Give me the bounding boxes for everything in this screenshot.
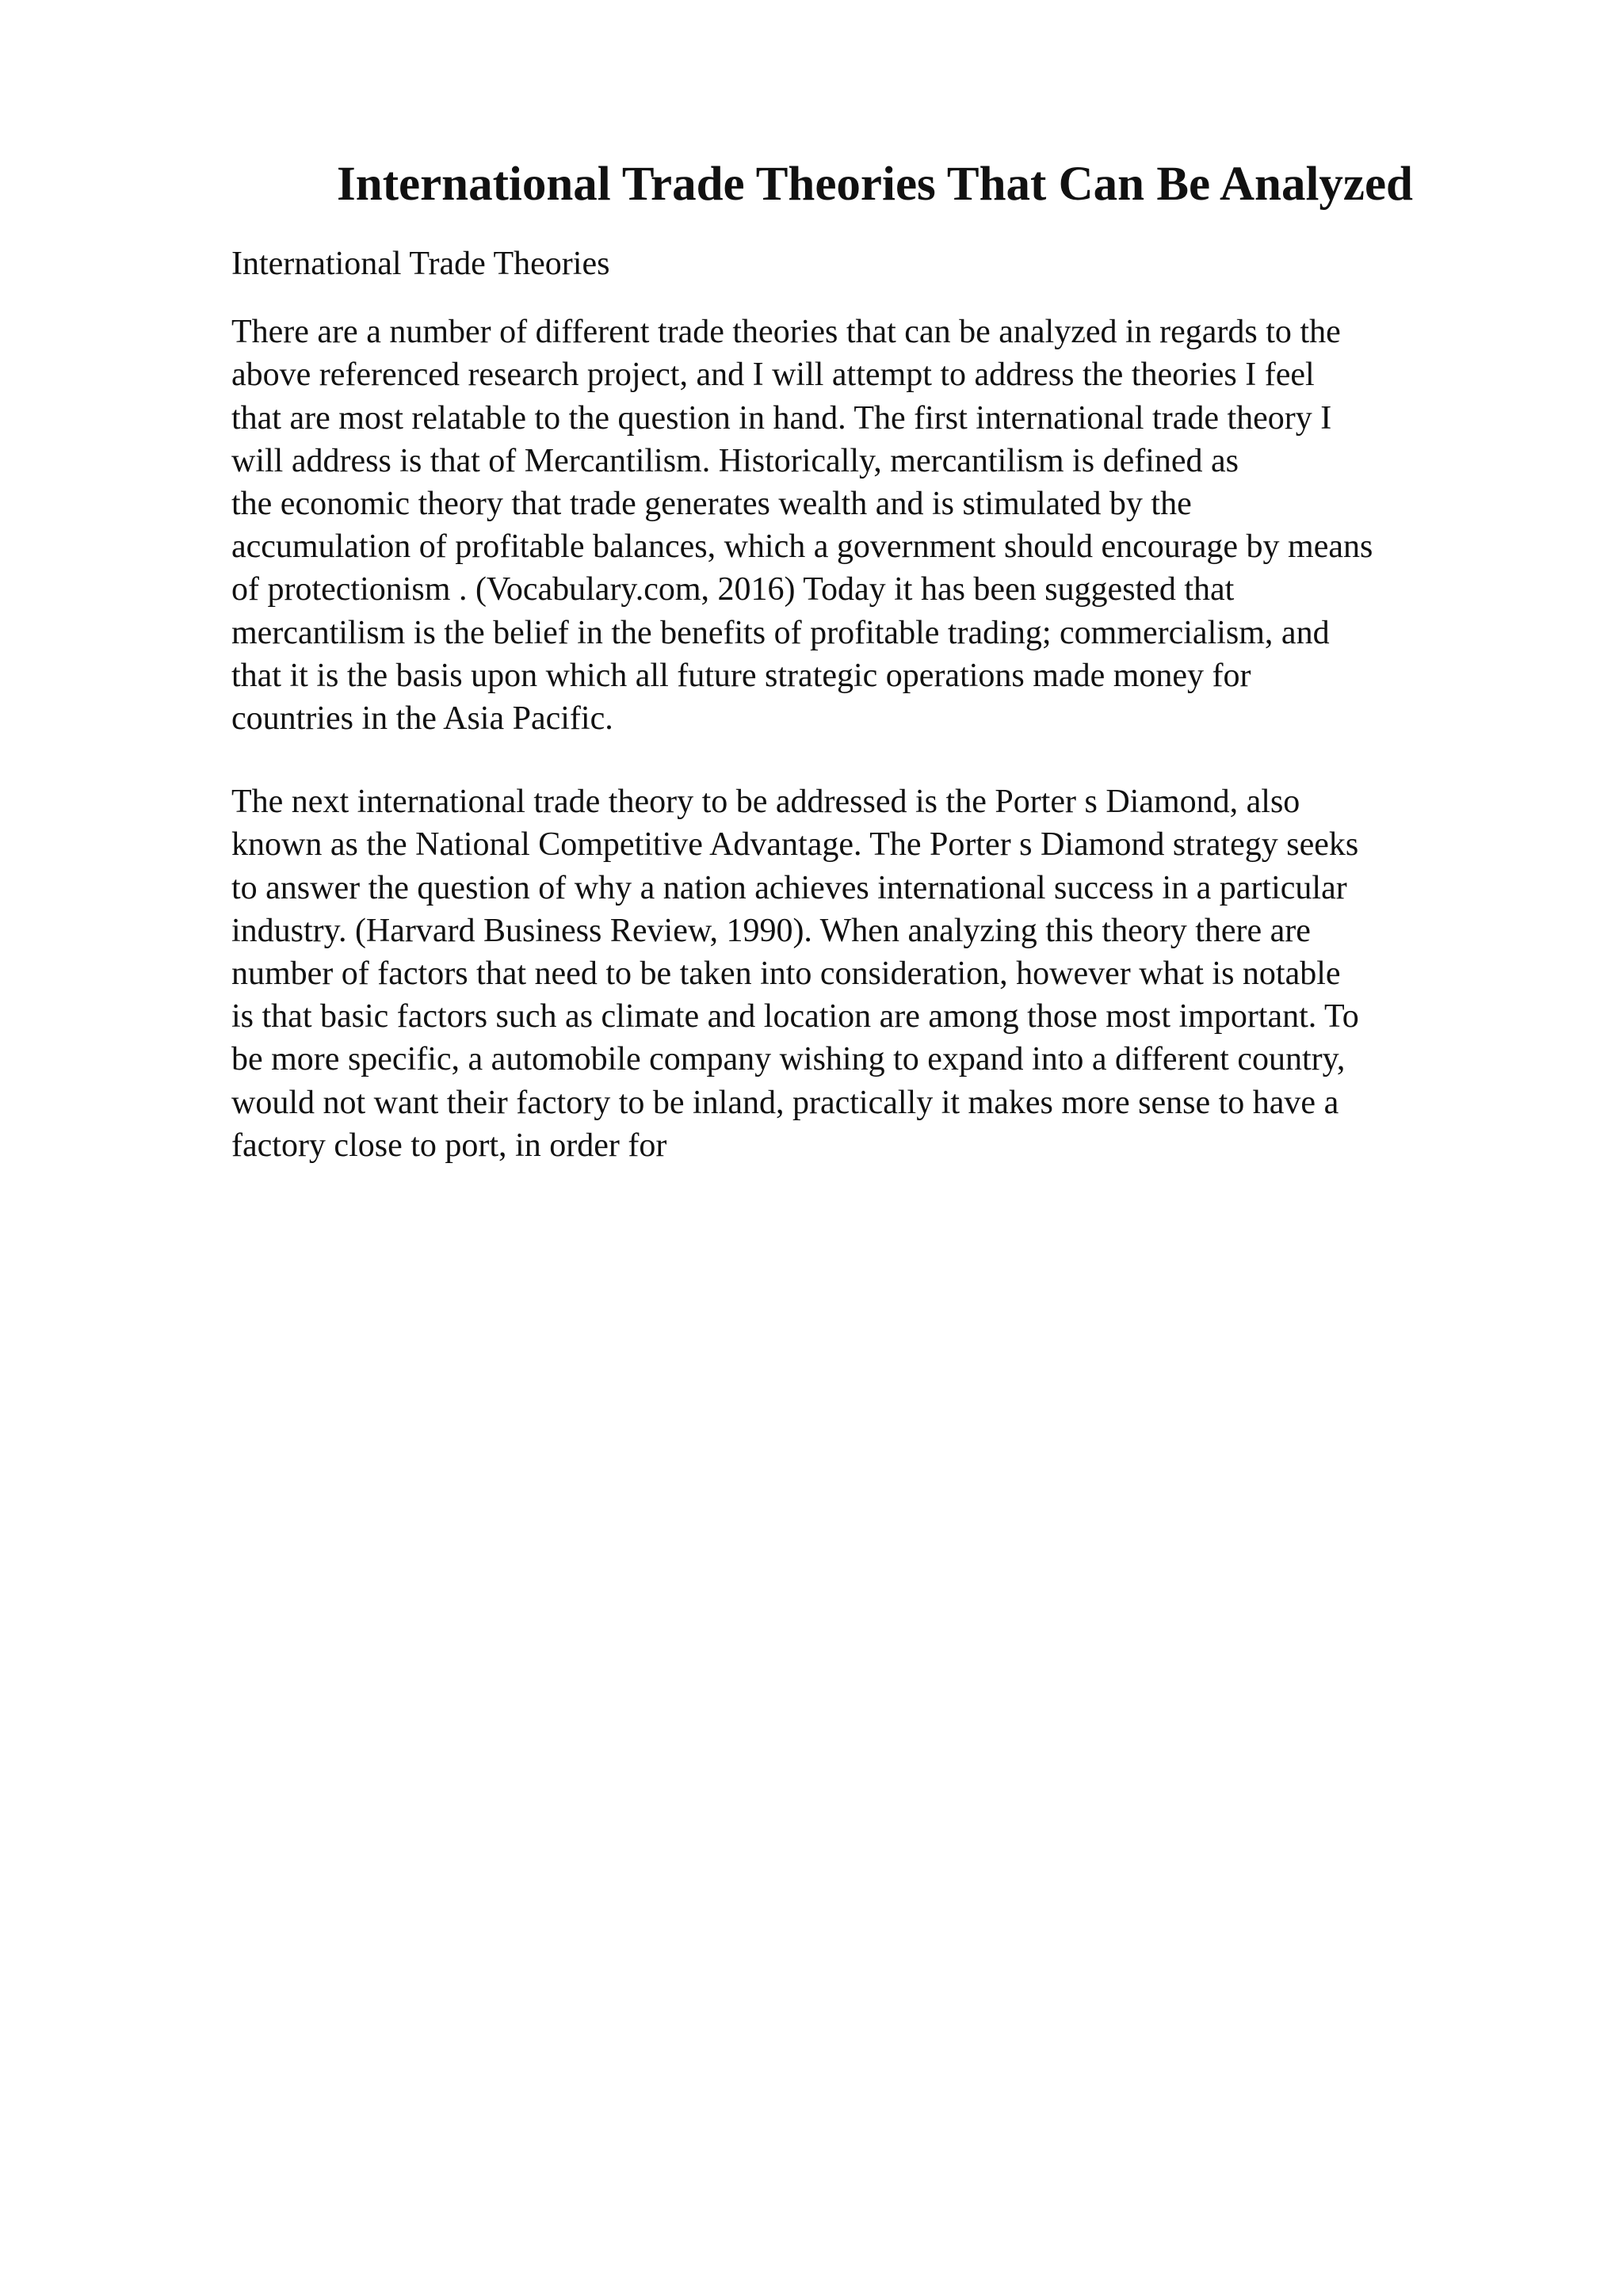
paragraph-line: be more specific, a automobile company wishing to expand into a different country, <box>231 1041 1346 1078</box>
paragraph-line: mercantilism is the belief in the benefits of profitable trading; commercialism, and <box>231 614 1330 651</box>
paragraph-line: industry. (Harvard Business Review, 1990). When analyzing this theory there are <box>231 912 1311 949</box>
paragraph-line: of protectionism . (Vocabulary.com, 2016) Today it has been suggested that <box>231 571 1235 608</box>
paragraph-porters-diamond <box>231 780 1507 1167</box>
paragraph-line: would not want their factory to be inland, practically it makes more sense to have a <box>231 1084 1339 1121</box>
paragraph-line: will address is that of Mercantilism. Historically, mercantilism is defined as <box>231 442 1239 479</box>
paragraph-line: The next international trade theory to be addressed is the Porter s Diamond, also <box>231 784 1300 821</box>
document-body <box>231 242 1507 1207</box>
paragraph-line: to answer the question of why a nation achieves international success in a particular <box>231 869 1347 906</box>
paragraph-line: above referenced research project, and I will attempt to address the theories I feel <box>231 357 1315 394</box>
paragraph-line: countries in the Asia Pacific. <box>231 700 613 738</box>
paragraph-line: known as the National Competitive Advantage. The Porter s Diamond strategy seeks <box>231 826 1359 864</box>
paragraph-line: There are a number of different trade theories that can be analyzed in regards to the <box>231 314 1341 351</box>
paragraph-line: accumulation of profitable balances, which a government should encourage by means <box>231 528 1373 566</box>
paragraph-line: number of factors that need to be taken into consideration, however what is notable <box>231 955 1341 993</box>
paragraph-line: that are most relatable to the question in hand. The first international trade theory I <box>231 399 1332 437</box>
section-subheading: International Trade Theories <box>231 246 610 282</box>
paragraph-line: is that basic factors such as climate and location are among those most important. To <box>231 998 1359 1035</box>
paragraph-mercantilism <box>231 311 1507 740</box>
paragraph-line: that it is the basis upon which all future strategic operations made money for <box>231 657 1251 694</box>
page-title: International Trade Theories That Can Be Analyzed <box>337 158 1413 211</box>
paragraph-line: the economic theory that trade generates wealth and is stimulated by the <box>231 486 1192 523</box>
paragraph-line: factory close to port, in order for <box>231 1127 667 1164</box>
